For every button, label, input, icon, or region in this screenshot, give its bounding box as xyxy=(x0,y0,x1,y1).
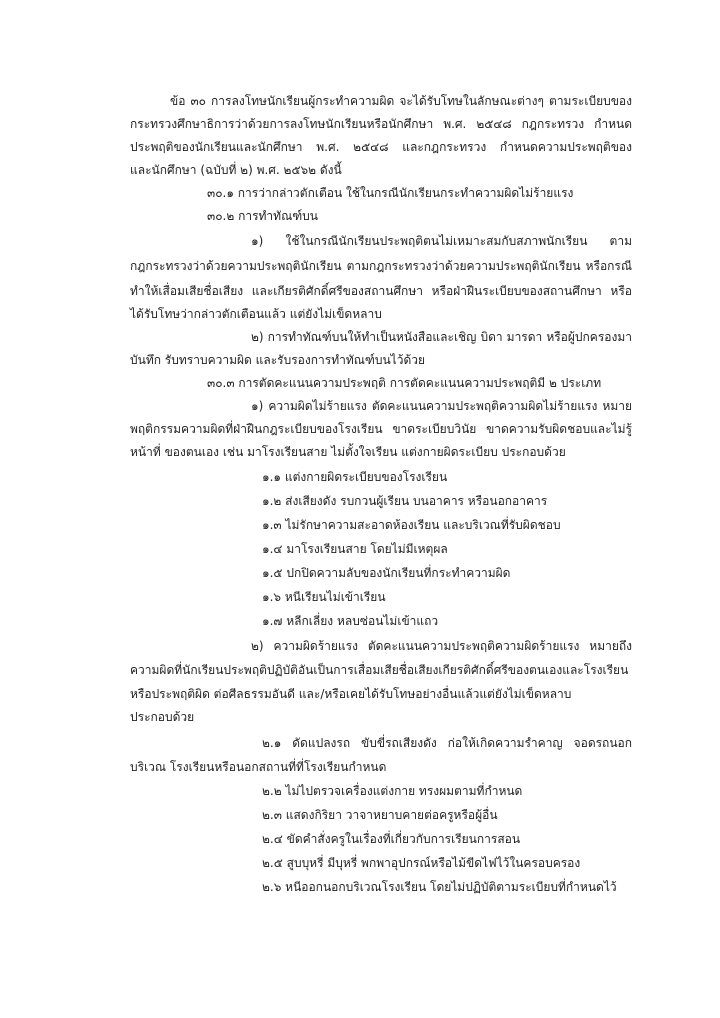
paragraph-line: กระทรวงศึกษาธิการว่าด้วยการลงโทษนักเรียนหรือนักศึกษา พ.ศ. ๒๕๔๘ กฎกระทรวง กำหนด xyxy=(130,117,632,131)
section-heading: ๓๐.๒ การทำทัณฑ์บน xyxy=(207,209,318,223)
paragraph-line: ความผิดที่นักเรียนประพฤติปฏิบัติอันเป็นการเสื่อมเสียชื่อเสียงเกียรติศักดิ์ศรีของตนเองและโรงเรียน xyxy=(130,663,629,677)
paragraph-line: หน้าที่ ของตนเอง เช่น มาโรงเรียนสาย ไม่ตั้งใจเรียน แต่งกายผิดระเบียบ ประกอบด้วย xyxy=(130,445,566,459)
paragraph-line: และนักศึกษา (ฉบับที่ ๒) พ.ศ. ๒๕๖๒ ดังนี้ xyxy=(130,163,342,177)
list-item: ๑.๓ ไม่รักษาความสะอาดห้องเรียน และบริเวณที่รับผิดชอบ xyxy=(262,518,561,532)
paragraph-line: กฎกระทรวงว่าด้วยความประพฤตินักเรียน ตามกฎกระทรวงว่าด้วยความประพฤตินักเรียน หรือกรณี xyxy=(130,259,632,273)
section-heading: ๓๐.๓ การตัดคะแนนความประพฤติ การตัดคะแนนความประพฤติมี ๒ ประเภท xyxy=(207,376,602,390)
paragraph-line: ๑) ใช้ในกรณีนักเรียนประพฤติตนไม่เหมาะสมกับสภาพนักเรียน ตาม xyxy=(251,234,632,248)
paragraph-line: ทำให้เสื่อมเสียชื่อเสียง และเกียรติศักดิ์ศรีของสถานศึกษา หรือฝ่าฝืนระเบียบของสถานศึกษา หรือ xyxy=(130,284,632,298)
paragraph-line: พฤติกรรมความผิดที่ฝ่าฝืนกฎระเบียบของโรงเรียน ขาดระเบียบวินัย ขาดความรับผิดชอบและไม่รู้ xyxy=(130,422,632,436)
list-item: ๒.๕ สูบบุหรี่ มีบุหรี่ พกพาอุปกรณ์หรือไม้ขีดไฟไว้ในครอบครอง xyxy=(262,856,581,870)
list-item: ๑.๖ หนีเรียนไม่เข้าเรียน xyxy=(262,590,386,604)
paragraph-line: ได้รับโทษว่ากล่าวตักเตือนแล้ว แต่ยังไม่เข็ดหลาบ xyxy=(130,307,382,321)
list-item: ๒.๒ ไม่ไปตรวจเครื่องแต่งกาย ทรงผมตามที่กำหนด xyxy=(262,784,523,798)
paragraph-line: บันทึก รับทราบความผิด และรับรองการทำทัณฑ์บนไว้ด้วย xyxy=(130,353,426,367)
list-item: ๑.๒ ส่งเสียงดัง รบกวนผู้เรียน บนอาคาร หรือนอกอาคาร xyxy=(262,494,548,508)
list-item: ๒.๓ แสดงกิริยา วาจาหยาบคายต่อครูหรือผู้อื่น xyxy=(262,808,498,822)
paragraph-line: ประพฤติของนักเรียนและนักศึกษา พ.ศ. ๒๕๔๘ และกฎกระทรวง กำหนดความประพฤติของ xyxy=(130,140,632,154)
list-item: ๒.๑ ดัดแปลงรถ ขับขี่รถเสียงดัง ก่อให้เกิดความรำคาญ จอดรถนอก xyxy=(262,736,632,750)
list-item: ๑.๗ หลีกเลี่ยง หลบซ่อนไม่เข้าแถว xyxy=(262,614,439,628)
paragraph-line: ๑) ความผิดไม่ร้ายแรง ตัดคะแนนความประพฤติความผิดไม่ร้ายแรง หมาย xyxy=(251,399,632,413)
list-item: ๑.๑ แต่งกายผิดระเบียบของโรงเรียน xyxy=(262,470,448,484)
section-heading: ๓๐.๑ การว่ากล่าวตักเตือน ใช้ในกรณีนักเรียนกระทำความผิดไม่ร้ายแรง xyxy=(207,186,574,200)
list-item: ๑.๕ ปกปิดความลับของนักเรียนที่กระทำความผิด xyxy=(262,566,511,580)
paragraph-line: ประกอบด้วย xyxy=(130,710,195,724)
list-item: ๑.๔ มาโรงเรียนสาย โดยไม่มีเหตุผล xyxy=(262,542,448,556)
paragraph-line: ๒) ความผิดร้ายแรง ตัดคะแนนความประพฤติความผิดร้ายแรง หมายถึง xyxy=(251,639,632,653)
paragraph-line: หรือประพฤติผิด ต่อศีลธรรมอันดี และ/หรือเคยได้รับโทษอย่างอื่นแล้วแต่ยังไม่เข็ดหลาบ xyxy=(130,687,572,701)
list-item: ๒.๖ หนีออกนอกบริเวณโรงเรียน โดยไม่ปฏิบัติตามระเบียบที่กำหนดไว้ xyxy=(262,880,617,894)
list-item: ๒.๔ ขัดคำสั่งครูในเรื่องที่เกี่ยวกับการเรียนการสอน xyxy=(262,832,521,846)
list-item-continuation: บริเวณ โรงเรียนหรือนอกสถานที่ที่โรงเรียนกำหนด xyxy=(130,760,387,774)
paragraph-line: ข้อ ๓๐ การลงโทษนักเรียนผู้กระทำความผิด จะได้รับโทษในลักษณะต่างๆ ตามระเบียบของ xyxy=(170,94,632,108)
paragraph-line: ๒) การทำทัณฑ์บนให้ทำเป็นหนังสือและเชิญ บิดา มารดา หรือผู้ปกครองมา xyxy=(251,330,632,344)
